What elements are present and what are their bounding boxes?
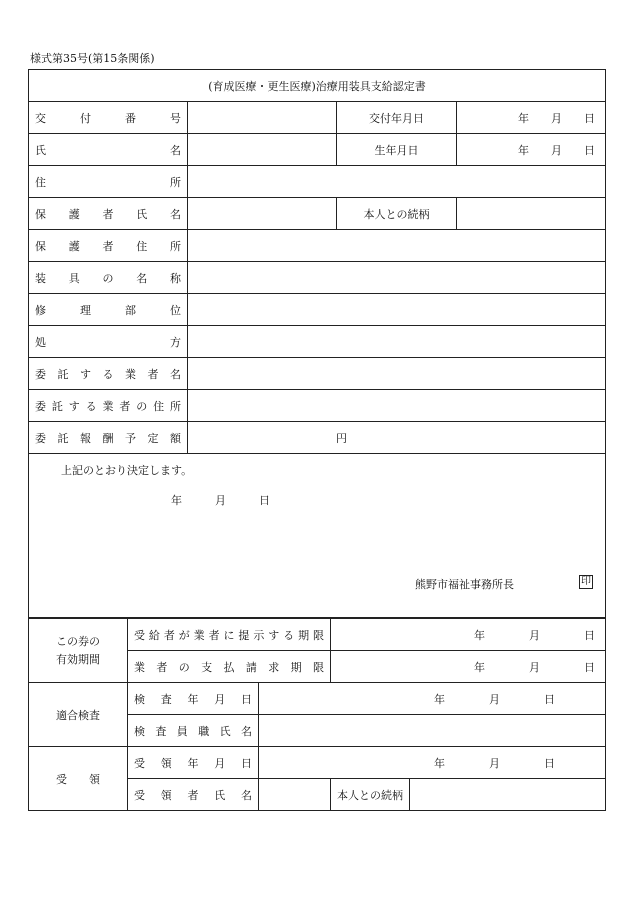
issue-date-label: 交付年月日 (337, 102, 457, 134)
birth-date-label: 生年月日 (337, 134, 457, 166)
billing-deadline-field[interactable]: 年 月 日 (331, 651, 606, 683)
certificate-main-table (28, 69, 606, 618)
inspection-date-field[interactable]: 年 月 日 (259, 683, 606, 715)
receipt-date-field[interactable]: 年 月 日 (259, 747, 606, 779)
receipt-relationship-field[interactable] (410, 779, 606, 811)
issue-number-label: 交付番号 (29, 102, 188, 134)
inspection-label: 適合検査 (29, 683, 128, 747)
prescription-field[interactable] (188, 326, 606, 358)
receiver-name-label: 受領者氏名 (128, 779, 259, 811)
name-field[interactable] (188, 134, 337, 166)
form-number-label: 様式第35号(第15条関係) (30, 52, 155, 65)
inspector-label: 検査員職氏名 (128, 715, 259, 747)
receipt-relationship-label: 本人との続柄 (331, 779, 410, 811)
inspection-date-label: 検査年月日 (128, 683, 259, 715)
present-deadline-label: 受給者が業者に提示する期限 (128, 619, 331, 651)
validity-label-line2: 有効期間 (56, 652, 100, 666)
repair-part-label: 修理部位 (29, 294, 188, 326)
receipt-date-label: 受領年月日 (128, 747, 259, 779)
name-label: 氏名 (29, 134, 188, 166)
certificate-title: (育成医療・更生医療)治療用装具支給認定書 (29, 70, 606, 102)
device-name-label: 装具の名称 (29, 262, 188, 294)
seal-stamp: 印 (581, 576, 591, 587)
contractor-address-field[interactable] (188, 390, 606, 422)
issuer-name: 熊野市福祉事務所長 (415, 578, 514, 591)
address-label: 住所 (29, 166, 188, 198)
receiver-name-field[interactable] (259, 779, 331, 811)
address-field[interactable] (188, 166, 606, 198)
issue-date-field[interactable]: 年 月 日 (457, 102, 606, 134)
validity-label-line1: この券の (56, 634, 100, 648)
present-deadline-field[interactable]: 年 月 日 (331, 619, 606, 651)
validity-inspection-receipt-table (28, 618, 606, 811)
birth-date-field[interactable]: 年 月 日 (457, 134, 606, 166)
contractor-name-label: 委託する業者名 (29, 358, 188, 390)
billing-deadline-label: 業者の支払請求期限 (128, 651, 331, 683)
guardian-address-label: 保護者住所 (29, 230, 188, 262)
validity-period-label (29, 619, 128, 683)
issue-number-field[interactable] (188, 102, 337, 134)
relationship-field[interactable] (457, 198, 606, 230)
fee-label: 委託報酬予定額 (29, 422, 188, 454)
guardian-address-field[interactable] (188, 230, 606, 262)
contractor-address-label: 委託する業者の住所 (29, 390, 188, 422)
relationship-label: 本人との続柄 (337, 198, 457, 230)
device-name-field[interactable] (188, 262, 606, 294)
repair-part-field[interactable] (188, 294, 606, 326)
decision-date[interactable]: 年 月 日 (171, 494, 270, 507)
inspector-field[interactable] (259, 715, 606, 747)
contractor-name-field[interactable] (188, 358, 606, 390)
guardian-name-label: 保護者氏名 (29, 198, 188, 230)
decision-statement: 上記のとおり決定します。 (61, 464, 193, 477)
guardian-name-field[interactable] (188, 198, 337, 230)
fee-unit: 円 (336, 431, 347, 445)
prescription-label: 処方 (29, 326, 188, 358)
decision-section (29, 454, 606, 618)
receipt-label: 受 領 (29, 747, 128, 811)
fee-field[interactable] (188, 422, 606, 454)
